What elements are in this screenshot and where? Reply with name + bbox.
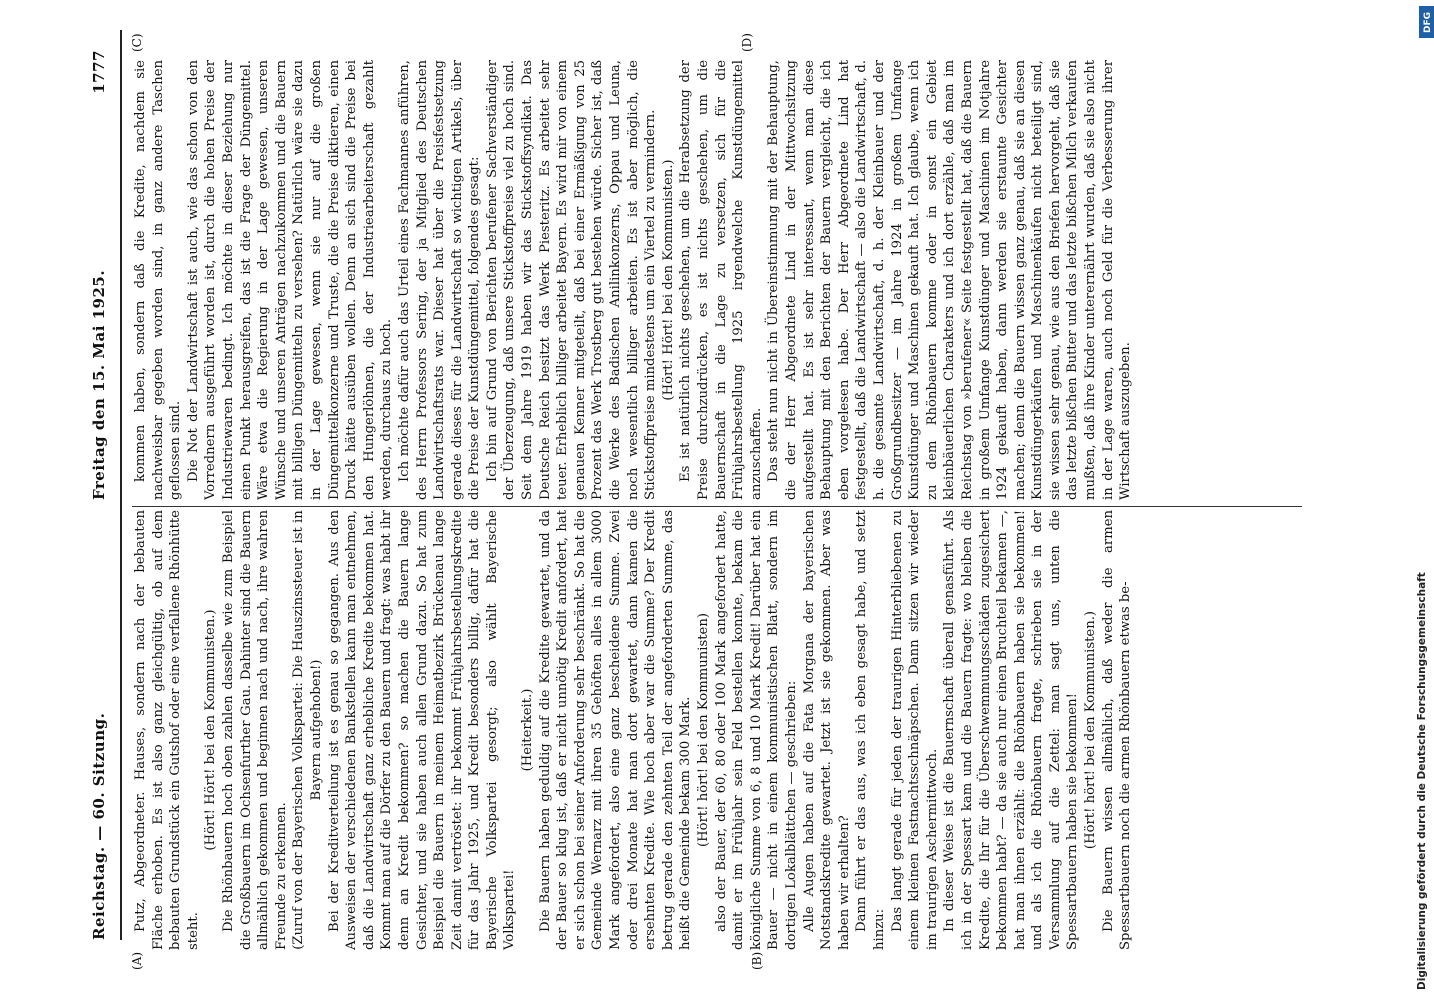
paragraph: Das langt gerade für jeden der traurigen Hinterbliebenen zu einem kleinen Fastnachtsschnäpschen. Dann sitzen wir wieder im traurigen Aschermittwoch. <box>889 510 940 950</box>
margin-marker-b: (B) <box>750 951 764 970</box>
paragraph: (Zuruf von der Bayerischen Volkspartei: Die Hauszinssteuer ist in Bayern aufgehoben!) <box>291 510 324 950</box>
paragraph: (Hört! hört! bei den Kommunisten.) <box>1083 610 1099 850</box>
margin-marker-d: (D) <box>740 33 754 52</box>
column-divider <box>132 506 1302 507</box>
paragraph: Die Bauern haben geduldig auf die Kredite gewartet, und da der Bauer so klug ist, daß er nicht unnötig Kredit anfordert, hat er sich schon bei seiner Anforderung sehr beschränkt. So hat die Gemeinde Wernarz mit ihren 35 Gehöften alles in allem 3000 Mark angefordert, also eine ganz bescheidene Summe. Zwei oder drei Monate hat man dort gewartet, dann kamen die ersehnten Kredite. Wie hoch aber war die Summe? Der Kredit betrug gerade den zehnten Teil der angeforderten Summe, das heißt die Gemeinde bekam 300 Mark. <box>537 510 694 950</box>
header-date: Freitag den 15. Mai 1925. <box>90 269 108 500</box>
right-column <box>132 60 1312 500</box>
header-left: Reichstag. — 60. Sitzung. <box>90 712 108 940</box>
paragraph: Das steht nun nicht in Übereinstimmung mit der Behauptung, die der Herr Abgeordnete Lind in der Mittwochsitzung aufgestellt hat. Es ist sehr interessant, wenn man diese Behauptung mit den Berichten der Bauern vergleicht, die ich eben vorgelesen habe. Der Herr Abgeordnete Lind hat festgestellt, daß die Landwirtschaft — also die Landwirtschaft, d. h. die gesamte Landwirtschaft, d. h. der Kleinbauer und der Großgrundbesitzer — im Jahre 1924 in großem Umfange Kunstdünger und Maschinen gekauft hat. Ich glaube, wenn ich zu dem Rhönbauern komme oder in sonst ein Gebiet kleinbäuerlichen Charakters und ich dort erzähle, daß man im Reichstag von »berufener« Seite festgestellt hat, daß die Bauern in großem Umfange Kunstdünger und Maschinen im Notjahre 1924 gekauft haben, dann werden sie erstaunte Gesichter machen; denn die Bauern wissen ganz genau, daß sie an diesen Kunstdüngerkäufen und Maschinenkäufen nicht beteiligt sind, sie wissen sehr genau, wie aus den Briefen hervorgeht, daß sie das letzte bißchen Butter und das letzte bißchen Milch verkaufen mußten, daß ihre Kinder unterernährt wurden, daß sie also nicht in der Lage waren, auch noch Geld für die Verbesserung ihrer Wirtschaft auszugeben. <box>766 60 1134 500</box>
page-number: 1777 <box>90 50 108 94</box>
paragraph: also der Bauer, der 60, 80 oder 100 Mark angefordert hatte, damit er im Frühjahr sein Feld bestellen konnte, bekam die königliche Summe von 6, 8 und 10 Mark Kredit! Darüber hat ein Bauer — nicht in einem kommunistischen Blatt, sondern im dortigen Lokalblättchen — geschrieben: <box>713 510 799 950</box>
paragraph: In dieser Weise ist die Bauernschaft überall genasführt. Als ich in der Spessart kam und die Bauern fragte: wo bleiben die Kredite, die Ihr für die Überschwemmungsschäden zugesichert bekommen habt? — da sie auch nur einen Bruchteil bekamen —, hat man ihnen erzählt: die Rhönbauern haben sie bekommen! und als ich die Rhönbauern fragte, schrieben sie in der Versammlung auf die Zettel: man sagt uns, unten die Spessartbauern haben sie bekommen! <box>942 510 1081 950</box>
header-rule <box>120 30 122 940</box>
left-column <box>132 510 1312 950</box>
paragraph: Dann führt er das aus, was ich eben gesagt habe, und setzt hinzu: <box>854 510 887 950</box>
paragraph: Die Rhönbauern hoch oben zahlen dasselbe wie zum Beispiel die Großbauern im Ochsenfurther Gau. Dahinter sind die Bauern allmählich gekommen und beginnen nach und nach, ihre wahren Freunde zu erkennen. <box>220 510 289 950</box>
paragraph: (Hört! hört! bei den Kommunisten) <box>696 613 711 847</box>
dfg-logo: DFG <box>1419 6 1434 38</box>
page-header <box>90 30 120 970</box>
paragraph: Putz, Abgeordneter. Hauses, sondern nach der bebauten Fläche erhoben. Es ist also ganz gleichgültig, ob auf dem bebauten Grundstück ein Gutshof oder eine verfallene Rhönhütte steht. <box>133 510 201 950</box>
rotated-page <box>90 30 1320 970</box>
paragraph: (Hört! Hört! bei den Kommunisten.) <box>203 609 219 851</box>
paragraph: (Heiterkeit.) <box>520 688 536 772</box>
paragraph: Die Bauern wissen allmählich, daß weder die armen Spessartbauern noch die armen Rhönbauern etwas be- <box>1100 510 1134 950</box>
paragraph: (Hört! Hört! bei den Kommunisten.) <box>660 159 676 401</box>
digitization-note: Digitalisierung gefördert durch die Deutsche Forschungsgemeinschaft <box>1416 572 1428 990</box>
margin-marker-c: (C) <box>130 33 144 52</box>
paragraph: Die Not der Landwirtschaft ist auch, wie das schon von den Vorrednern ausgeführt worden ist, durch die hohen Preise der Industriewaren bedingt. Ich möchte in dieser Beziehung nur einen Punkt herausgreifen, das ist die Frage der Düngemittel. Wäre etwa die Regierung in der Lage gewesen, unseren Wünsche und unseren Anträgen nachzukommen und die Bauern mit billigen Düngemitteln zu versehen? Natürlich wäre sie dazu in der Lage gewesen, wenn sie nur auf die großen Düngemittelkonzerne und Truste, die die Preise diktieren, einen Druck hätte ausüben wollen. Denn an sich sind die Preise bei den Hungerlöhnen, die der Industriearbeiterschaft gezahlt werden, durchaus zu hoch. <box>185 60 395 500</box>
paragraph: Bei der Kreditverteilung ist es genau so gegangen. Aus den Ausweisen der verschiedenen Bankstellen kann man entnehmen, daß die Landwirtschaft ganz erhebliche Kredite bekommen hat. Kommt man auf die Dörfer zu den Bauern und fragt: was habt ihr denn an Kredit bekommen? so machen die Bauern lange Gesichter, und sie haben auch allen Grund dazu. So hat zum Beispiel die Bauern in meinem Heimatbezirk Brückenau lange Zeit damit vertröstet: ihr bekommt Frühjahrsbestellungskredite für das Jahr 1925, und Kredit besonders billig, dafür hat die Bayerische Volkspartei gesorgt; also wählt Bayerische Volkspartei! <box>326 510 518 950</box>
margin-marker-a: (A) <box>130 951 144 970</box>
paragraph: Es ist natürlich nichts geschehen, um die Herabsetzung der Preise durchzudrücken, es ist nichts geschehen, um die Bauernschaft in die Lage zu versetzen, sich für die Frühjahrsbestellung 1925 irgendwelche Kunstdüngemittel anzuschaffen. <box>678 60 764 500</box>
paragraph: Alle Augen haben auf die Fata Morgana der bayerischen Notstandskredite gewartet. Jetzt ist sie gekommen. Aber was haben wir erhalten? <box>801 510 852 950</box>
paragraph: Ich bin auf Grund von Berichten berufener Sachverständiger der Überzeugung, daß unsere Stickstoffpreise viel zu hoch sind. Seit dem Jahre 1919 haben wir das Stickstoffsyndikat. Das Deutsche Reich besitzt das Werk Piesteritz. Es arbeitet sehr teuer. Erheblich billiger arbeitet Bayern. Es wird mir von einem genauen Kenner mitgeteilt, daß bei einer Ermäßigung von 25 Prozent das Werk Trostberg gut bestehen würde. Sicher ist, daß die Werke des Badischen Anilinkonzerns, Oppau und Leuna, noch wesentlich billiger arbeiten. Es ist aber möglich, die Stickstoffpreise mindestens um ein Viertel zu vermindern. <box>484 60 659 500</box>
paragraph: kommen haben, sondern daß die Kredite, nachdem sie nachweisbar gegeben worden sind, in ganz andere Taschen geflossen sind. <box>133 60 184 500</box>
paragraph: Ich möchte dafür auch das Urteil eines Fachmannes anführen, des Herrn Professors Sering, der ja Mitglied des Deutschen Landwirtschaftsrats war. Dieser hat über die Preisfestsetzung gerade dieses für die Landwirtschaft so wichtigen Artikels, über die Preise der Kunstdüngemittel, folgendes gesagt: <box>396 60 483 500</box>
